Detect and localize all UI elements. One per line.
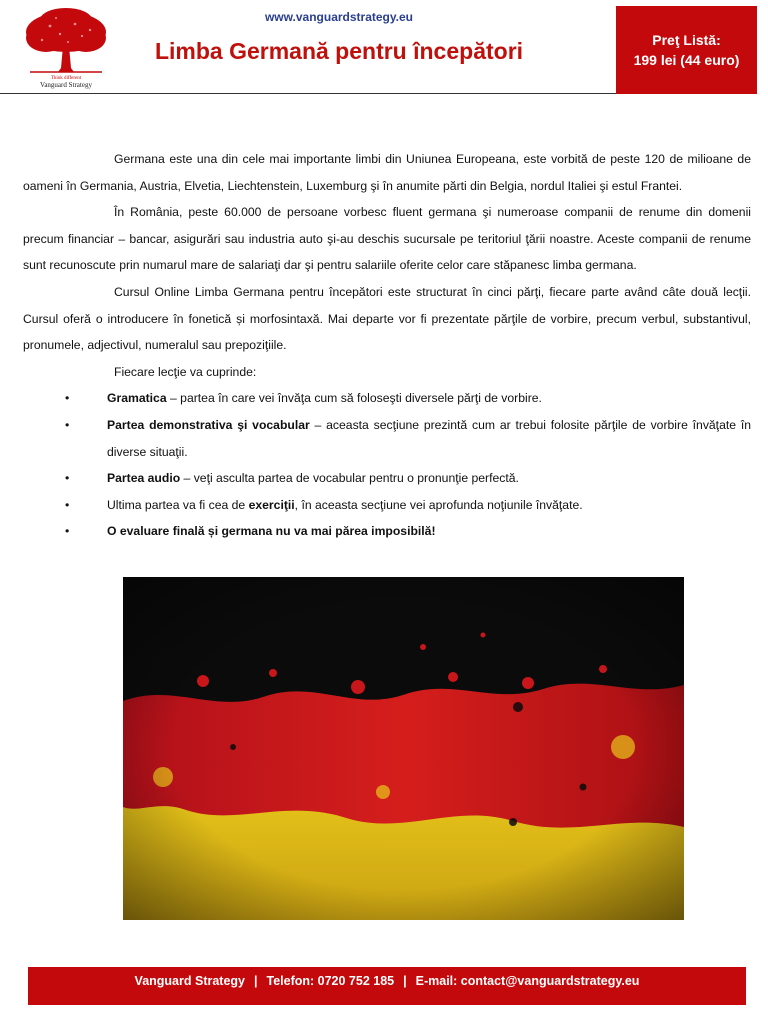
list-item-text: – partea în care vei învăţa cum să foloseşti diversele părţi de vorbire. [166, 391, 542, 406]
lesson-contents-list [23, 385, 751, 545]
footer-company: Vanguard Strategy [134, 974, 245, 988]
page-header [0, 0, 768, 95]
list-item-bold: Gramatica [107, 391, 167, 406]
list-item-bold: Partea audio [107, 471, 181, 486]
bullet-icon: • [65, 391, 70, 406]
bullet-icon: • [65, 497, 70, 512]
logo-name: Vanguard Strategy [40, 81, 92, 89]
list-item-bold: Partea demonstrativa şi vocabular [107, 417, 310, 432]
list-item-bold: exerciţii [248, 497, 295, 512]
paragraph: În România, peste 60.000 de persoane vorbesc fluent germana şi numeroase companii de renume din domenii precum financiar – bancar, asigurări sau industria auto şi-au deschis sucursale pe teritoriul ţării noastre. Aceste companii de renume sunt recunoscute prin numarul mare de salariaţi dar şi pentru salariile oferite celor care stăpanesc limba germana. [23, 205, 751, 273]
footer-email-link[interactable]: E-mail: contact@vanguardstrategy.eu [415, 974, 640, 988]
bullet-icon: • [65, 417, 70, 432]
footer-separator: | [254, 974, 258, 988]
price-box [616, 6, 757, 94]
list-item [23, 518, 751, 545]
site-url-link[interactable]: www.vanguardstrategy.eu [264, 10, 414, 24]
list-item [23, 492, 751, 519]
footer-separator: | [403, 974, 407, 988]
page-footer [28, 967, 746, 1005]
bullet-icon: • [65, 471, 70, 486]
price-value: 199 lei (44 euro) [633, 52, 740, 68]
header-divider [0, 93, 616, 94]
list-item-text: , în aceasta secţiune vei aprofunda noţiunile învăţate. [294, 497, 583, 512]
list-item-text: Ultima partea va fi cea de [107, 497, 249, 512]
logo-tagline: Think different [50, 76, 82, 81]
list-item [23, 412, 751, 465]
list-item-text: – veţi asculta partea de vocabular pentru o pronunţie perfectă. [180, 471, 519, 486]
price-label: Preţ Listă: [652, 32, 721, 48]
list-item [23, 465, 751, 492]
bullet-icon: • [65, 524, 70, 539]
paragraph: Cursul Online Limba Germana pentru începători este structurat în cinci părţi, fiecare parte având câte două lecţii. Cursul oferă o introducere în fonetică și morfosintaxă. Mai departe vor fi prezentate părţile de vorbire, precum verbul, substantivul, pronumele, adjectivul, numeralul sau prepoziţiile. [23, 284, 751, 353]
paragraph: Germana este una din cele mai importante limbi din Uniunea Europeana, este vorbită de peste 120 de milioane de oameni în Germania, Austria, Elvetia, Liechtenstein, Luxemburg şi în anumite părti din Belgia, nordul Italiei şi estul Frantei. [23, 152, 751, 193]
list-item-bold: O evaluare finală și germana nu va mai părea imposibilă! [107, 524, 436, 539]
paragraph: Fiecare lecţie va cuprinde: [114, 364, 257, 379]
course-description [23, 146, 751, 545]
list-item [23, 385, 751, 412]
list-item-text: – aceasta secţiune prezintă cum ar trebui folosite părţile de vorbire învăţate în diverse situaţii. [107, 417, 751, 459]
page-title: Limba Germană pentru începători [154, 38, 524, 64]
german-flag-image [123, 577, 684, 920]
footer-phone: Telefon: 0720 752 185 [266, 974, 395, 988]
vanguard-logo [20, 6, 112, 90]
